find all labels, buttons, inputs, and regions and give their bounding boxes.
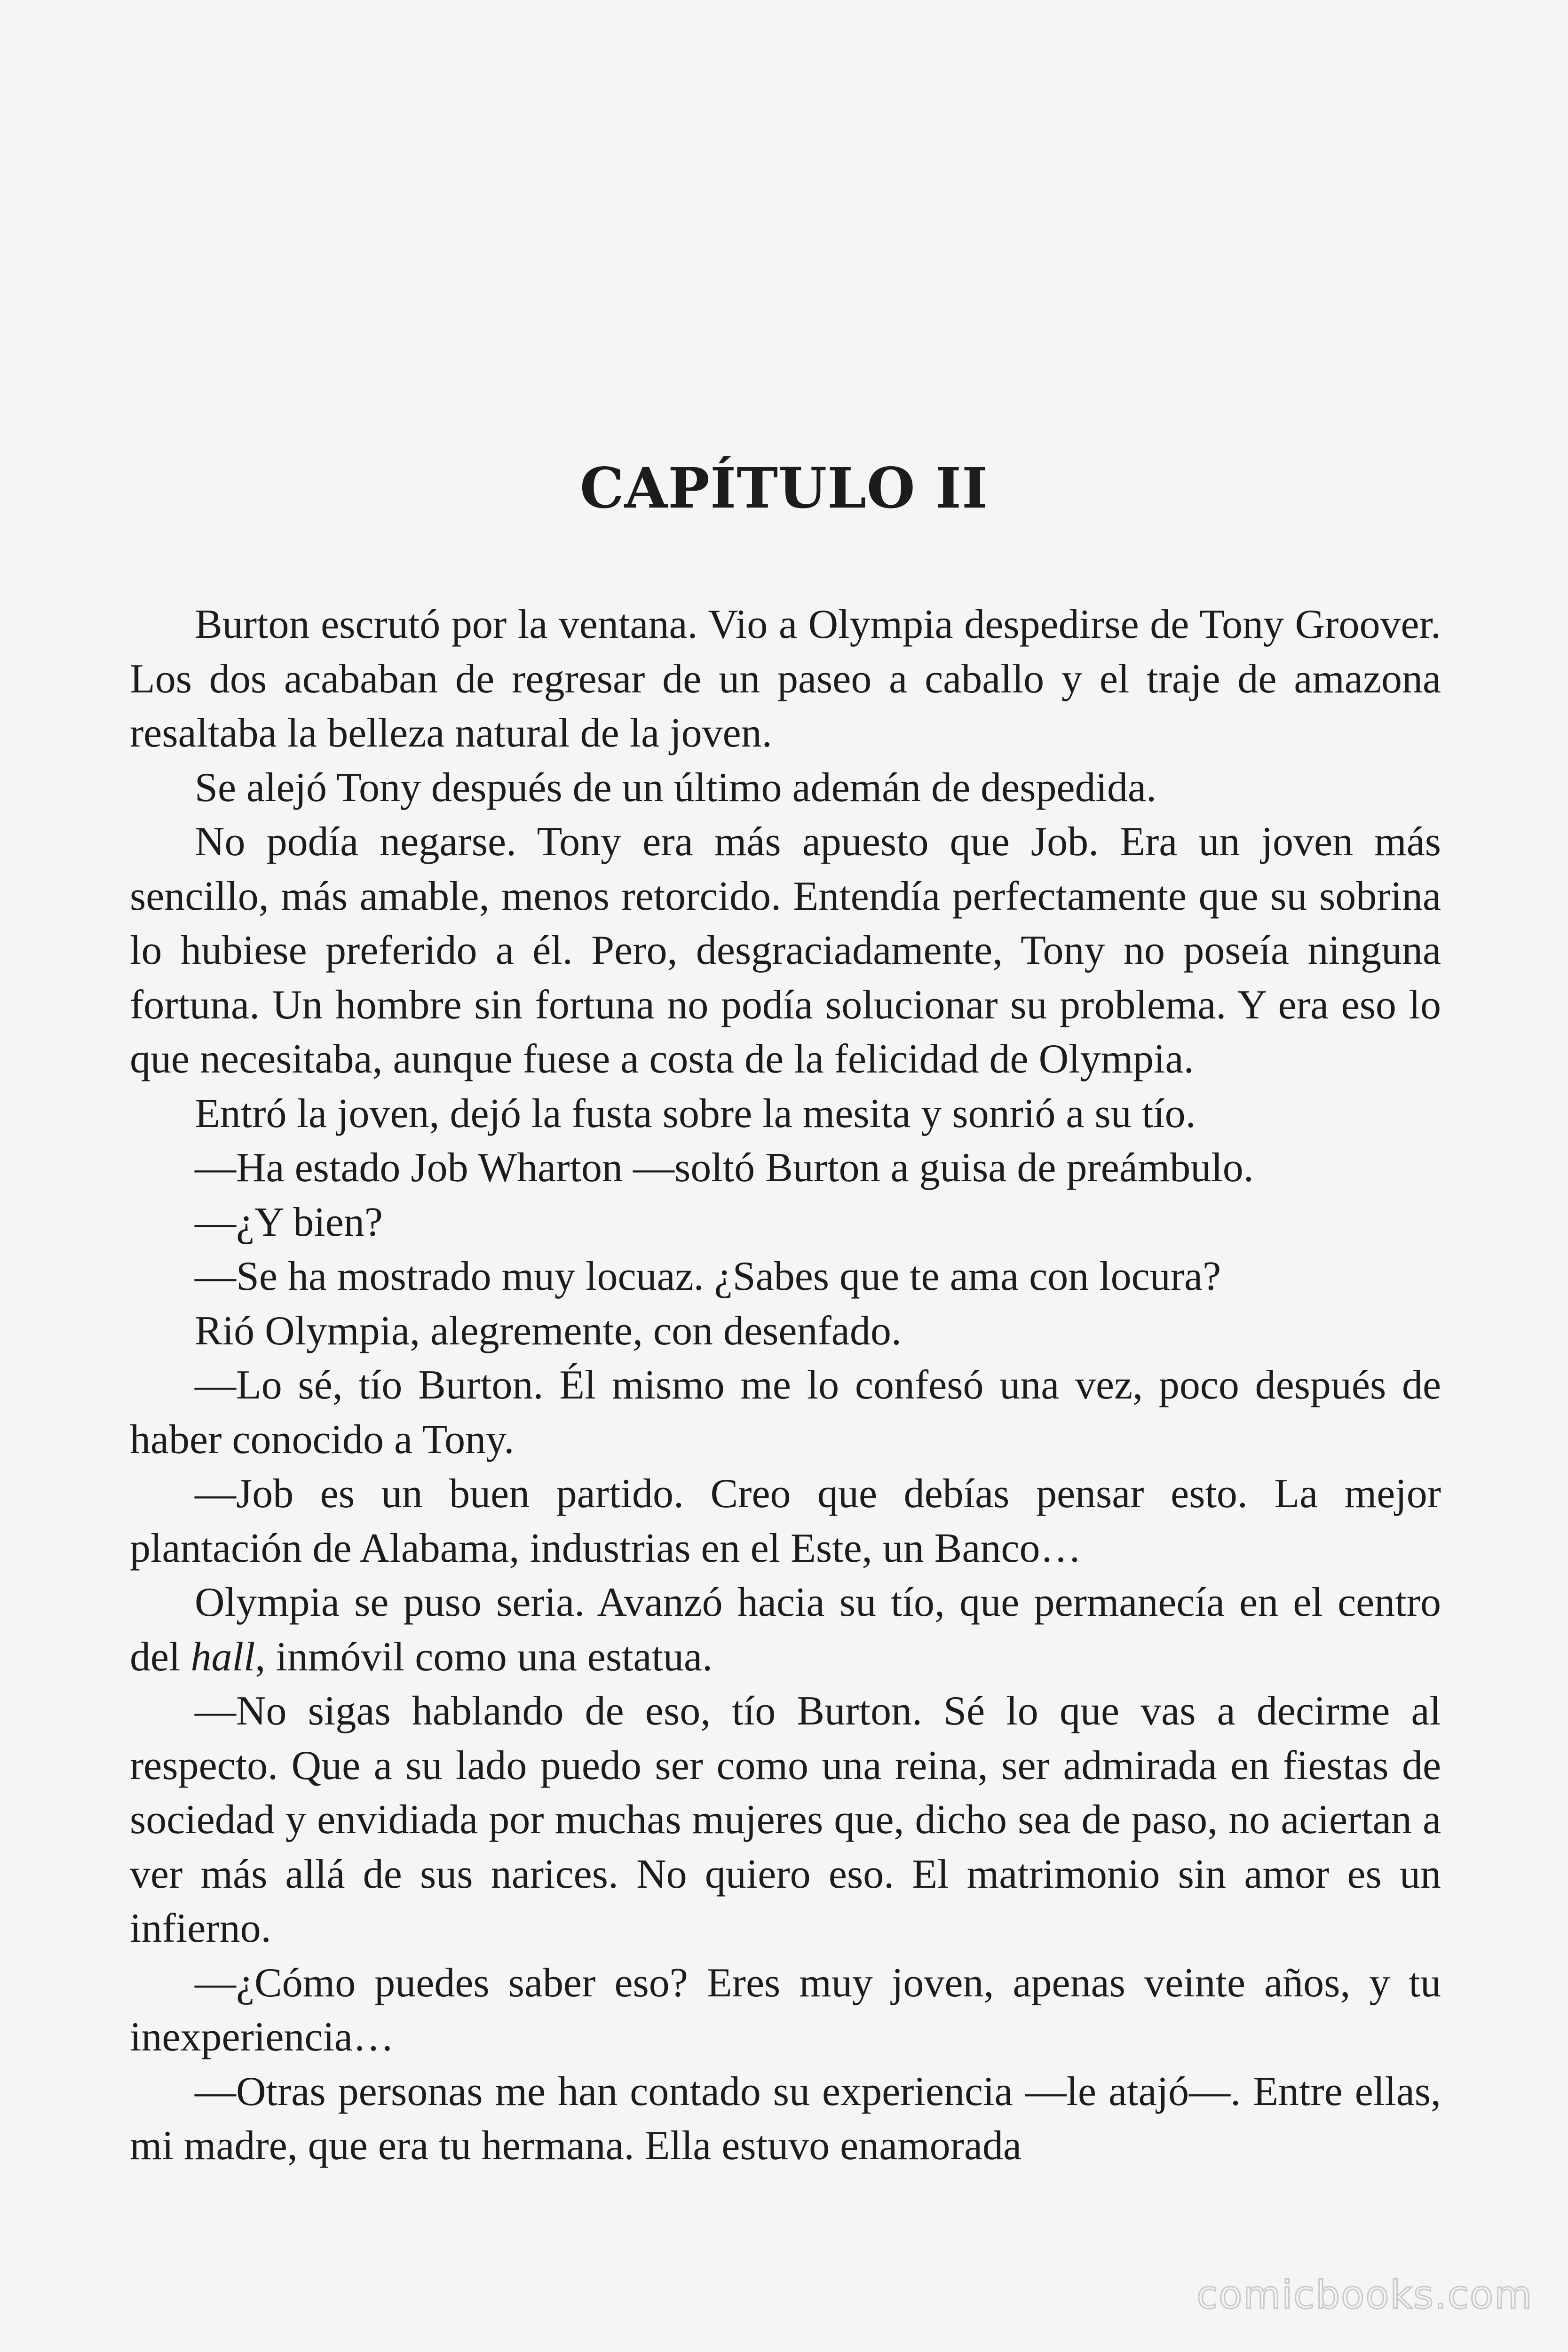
paragraph: Entró la joven, dejó la fusta sobre la mesita y sonrió a su tío. [195,1090,1196,1136]
dialogue-paragraph: —Otras personas me han contado su experiencia —le atajó—. Entre ellas, mi madre, que era tu hermana. Ella estuvo enamorada [130,2068,1441,2169]
dialogue-paragraph: —Ha estado Job Wharton —soltó Burton a guisa de preámbulo. [195,1145,1254,1191]
paragraph: Burton escrutó por la ventana. Vio a Olympia despedirse de Tony Groover. Los dos acababan de regresar de un paseo a caballo y el traje de amazona resaltaba la belleza natural de la joven. [130,602,1441,756]
dialogue-paragraph: —Job es un buen partido. Creo que debías pensar esto. La mejor plantación de Alabama, industrias en el Este, un Banco… [130,1471,1441,1571]
dialogue-paragraph: —¿Cómo puedes saber eso? Eres muy joven, apenas veinte años, y tu inexperiencia… [130,1960,1441,2060]
paragraph: No podía negarse. Tony era más apuesto que Job. Era un joven más sencillo, más amable, menos retorcido. Entendía perfectamente que su sobrina lo hubiese preferido a él. Pero, desgraciadamente, Tony no poseía ninguna fortuna. Un hombre sin fortuna no podía solucionar su problema. Y era eso lo que necesitaba, aunque fuese a costa de la felicidad de Olympia. [130,819,1441,1082]
paragraph: Rió Olympia, alegremente, con desenfado. [195,1308,902,1354]
body-text [130,597,1441,2173]
watermark-text: comicbooks.com [1196,2273,1533,2318]
dialogue-paragraph: —No sigas hablando de eso, tío Burton. Sé lo que vas a decirme al respecto. Que a su lado puedo ser como una reina, ser admirada en fiestas de sociedad y envidiada por muchas mujeres que, dicho sea de paso, no aciertan a ver más allá de sus narices. No quiero eso. El matrimonio sin amor es un infierno. [130,1688,1441,1951]
italic-word: hall [190,1634,255,1680]
dialogue-paragraph: —Lo sé, tío Burton. Él mismo me lo confesó una vez, poco después de haber conocido a Tony. [130,1362,1441,1462]
dialogue-paragraph: —Se ha mostrado muy locuaz. ¿Sabes que te ama con locura? [195,1254,1221,1299]
chapter-title: CAPÍTULO II [579,455,989,521]
paragraph: Se alejó Tony después de un último ademán de despedida. [195,764,1157,810]
dialogue-paragraph: —¿Y bien? [195,1199,383,1245]
paragraph: Olympia se puso seria. Avanzó hacia su tío, que permanecía en el centro del hall, inmóvil como una estatua. [130,1580,1441,1680]
